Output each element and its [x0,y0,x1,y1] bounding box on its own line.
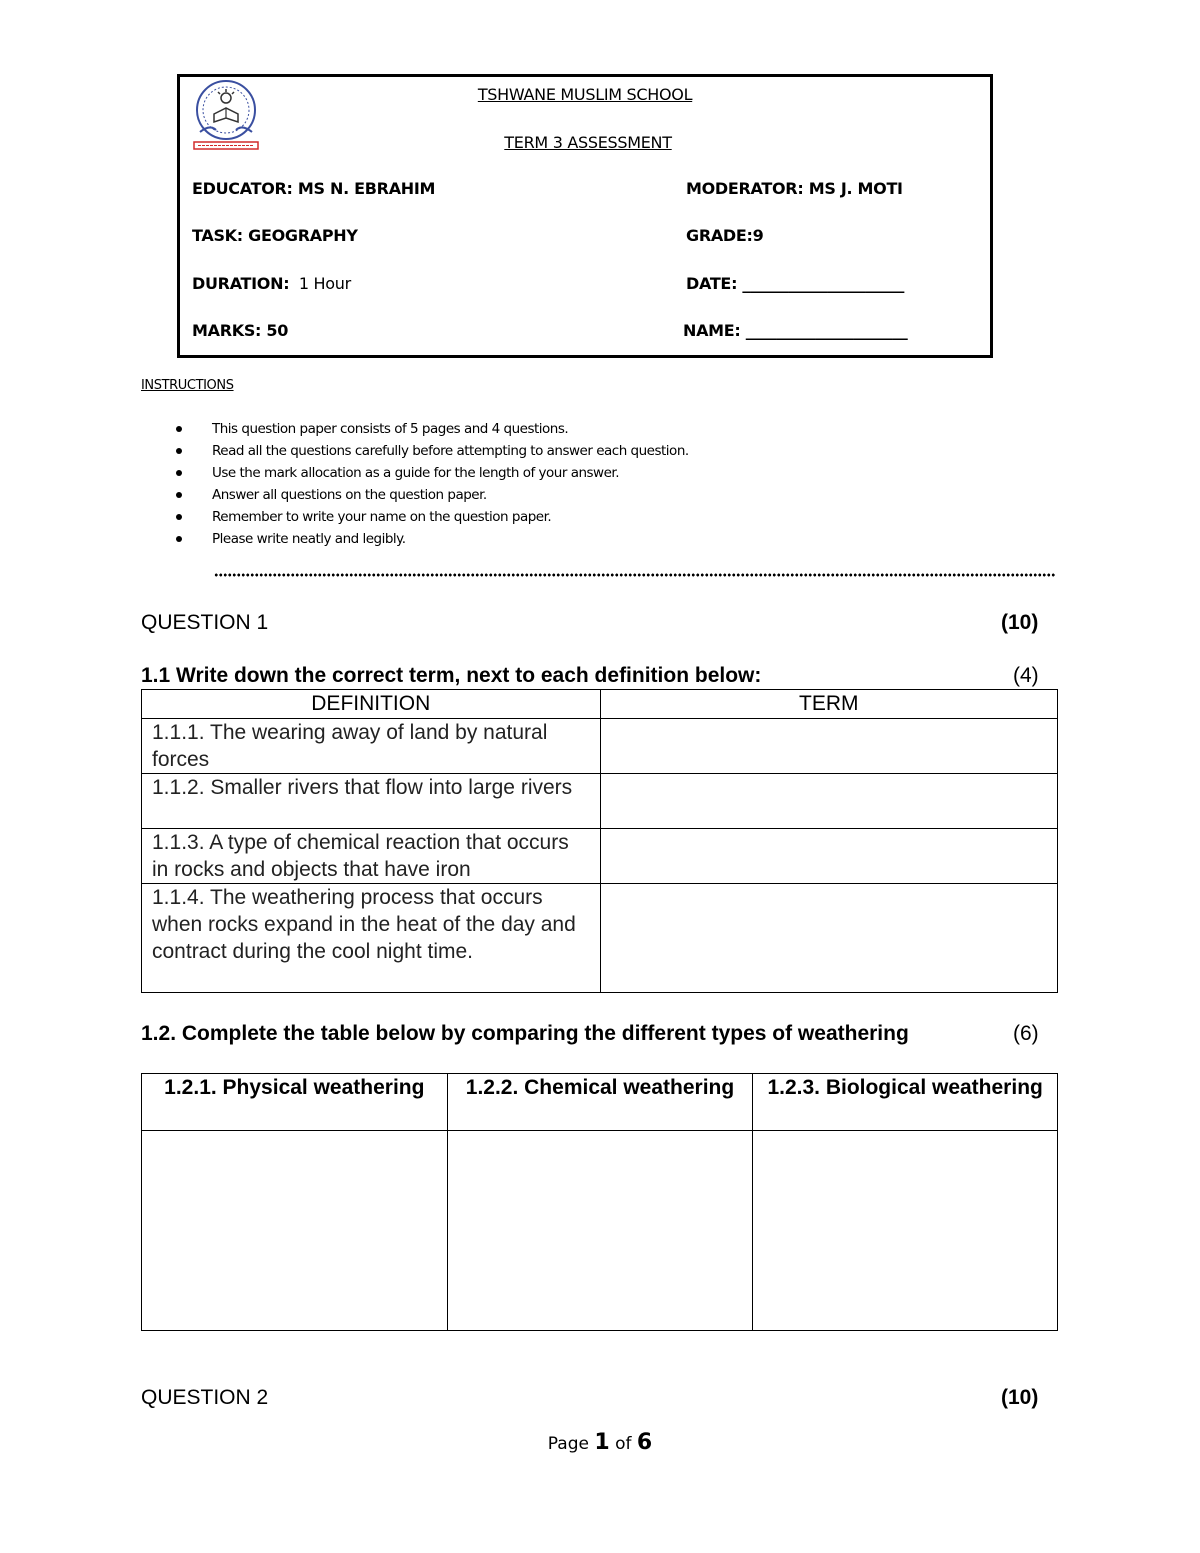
marks-label: MARKS: 50 [192,321,289,340]
definition-cell: 1.1.3. A type of chemical reaction that occurs in rocks and objects that have iron [142,829,601,884]
dotted-divider [214,572,1056,578]
term-answer-cell[interactable] [600,884,1057,993]
column-header-chemical: 1.2.2. Chemical weathering [447,1074,753,1131]
table-row [142,829,1058,884]
term-answer-cell[interactable] [600,829,1057,884]
q12-prompt: 1.2. Complete the table below by comparing the different types of weathering [141,1022,909,1045]
assessment-title: TERM 3 ASSESSMENT [504,133,672,152]
question1-title: QUESTION 1 [141,611,269,634]
column-header-definition: DEFINITION [142,690,601,719]
table-header-row [142,1074,1058,1131]
q11-prompt: 1.1 Write down the correct term, next to each definition below: [141,664,762,687]
of-word: of [615,1434,632,1454]
instructions-title: INSTRUCTIONS [141,378,234,393]
table-row [142,1131,1058,1331]
term-answer-cell[interactable] [600,774,1057,829]
term-answer-cell[interactable] [600,719,1057,774]
page-total: 6 [636,1430,653,1455]
grade-label: GRADE:9 [686,226,764,245]
q12-marks: (6) [1013,1022,1039,1045]
weathering-table [141,1073,1058,1331]
definition-cell: 1.1.4. The weathering process that occurs when rocks expand in the heat of the day and contract during the cool night time. [142,884,601,993]
instructions-list [172,418,689,550]
chemical-answer-cell[interactable] [447,1131,753,1331]
biological-answer-cell[interactable] [753,1131,1058,1331]
definition-cell: 1.1.2. Smaller rivers that flow into large rivers [142,774,601,829]
school-name: TSHWANE MUSLIM SCHOOL [477,85,693,104]
definition-cell: 1.1.1. The wearing away of land by natural forces [142,719,601,774]
table-header-row [142,690,1058,719]
header-box [177,74,993,358]
column-header-biological: 1.2.3. Biological weathering [753,1074,1058,1131]
table-row [142,719,1058,774]
duration-row [192,274,351,293]
q11-marks: (4) [1013,664,1039,687]
name-field: NAME: _____________________ [683,321,908,340]
definition-table [141,689,1058,993]
task-label: TASK: GEOGRAPHY [192,226,358,245]
educator-label: EDUCATOR: MS N. EBRAHIM [192,179,436,198]
duration-label: DURATION: [192,274,290,293]
physical-answer-cell[interactable] [142,1131,448,1331]
moderator-label: MODERATOR: MS J. MOTI [686,179,903,198]
duration-value: 1 Hour [298,274,351,293]
instruction-item: This question paper consists of 5 pages and 4 questions. [172,418,689,440]
column-header-term: TERM [600,690,1057,719]
question2-marks: (10) [1001,1386,1039,1409]
date-field: DATE: _____________________ [686,274,905,293]
page-footer [0,1430,1200,1455]
page-current: 1 [594,1430,610,1455]
question2-title: QUESTION 2 [141,1386,269,1409]
table-row [142,884,1058,993]
question1-marks: (10) [1001,611,1039,634]
instruction-item: Please write neatly and legibly. [172,528,689,550]
instruction-item: Read all the questions carefully before attempting to answer each question. [172,440,689,462]
page-word: Page [547,1434,589,1454]
column-header-physical: 1.2.1. Physical weathering [142,1074,448,1131]
instruction-item: Remember to write your name on the question paper. [172,506,689,528]
instruction-item: Use the mark allocation as a guide for the length of your answer. [172,462,689,484]
table-row [142,774,1058,829]
instruction-item: Answer all questions on the question paper. [172,484,689,506]
